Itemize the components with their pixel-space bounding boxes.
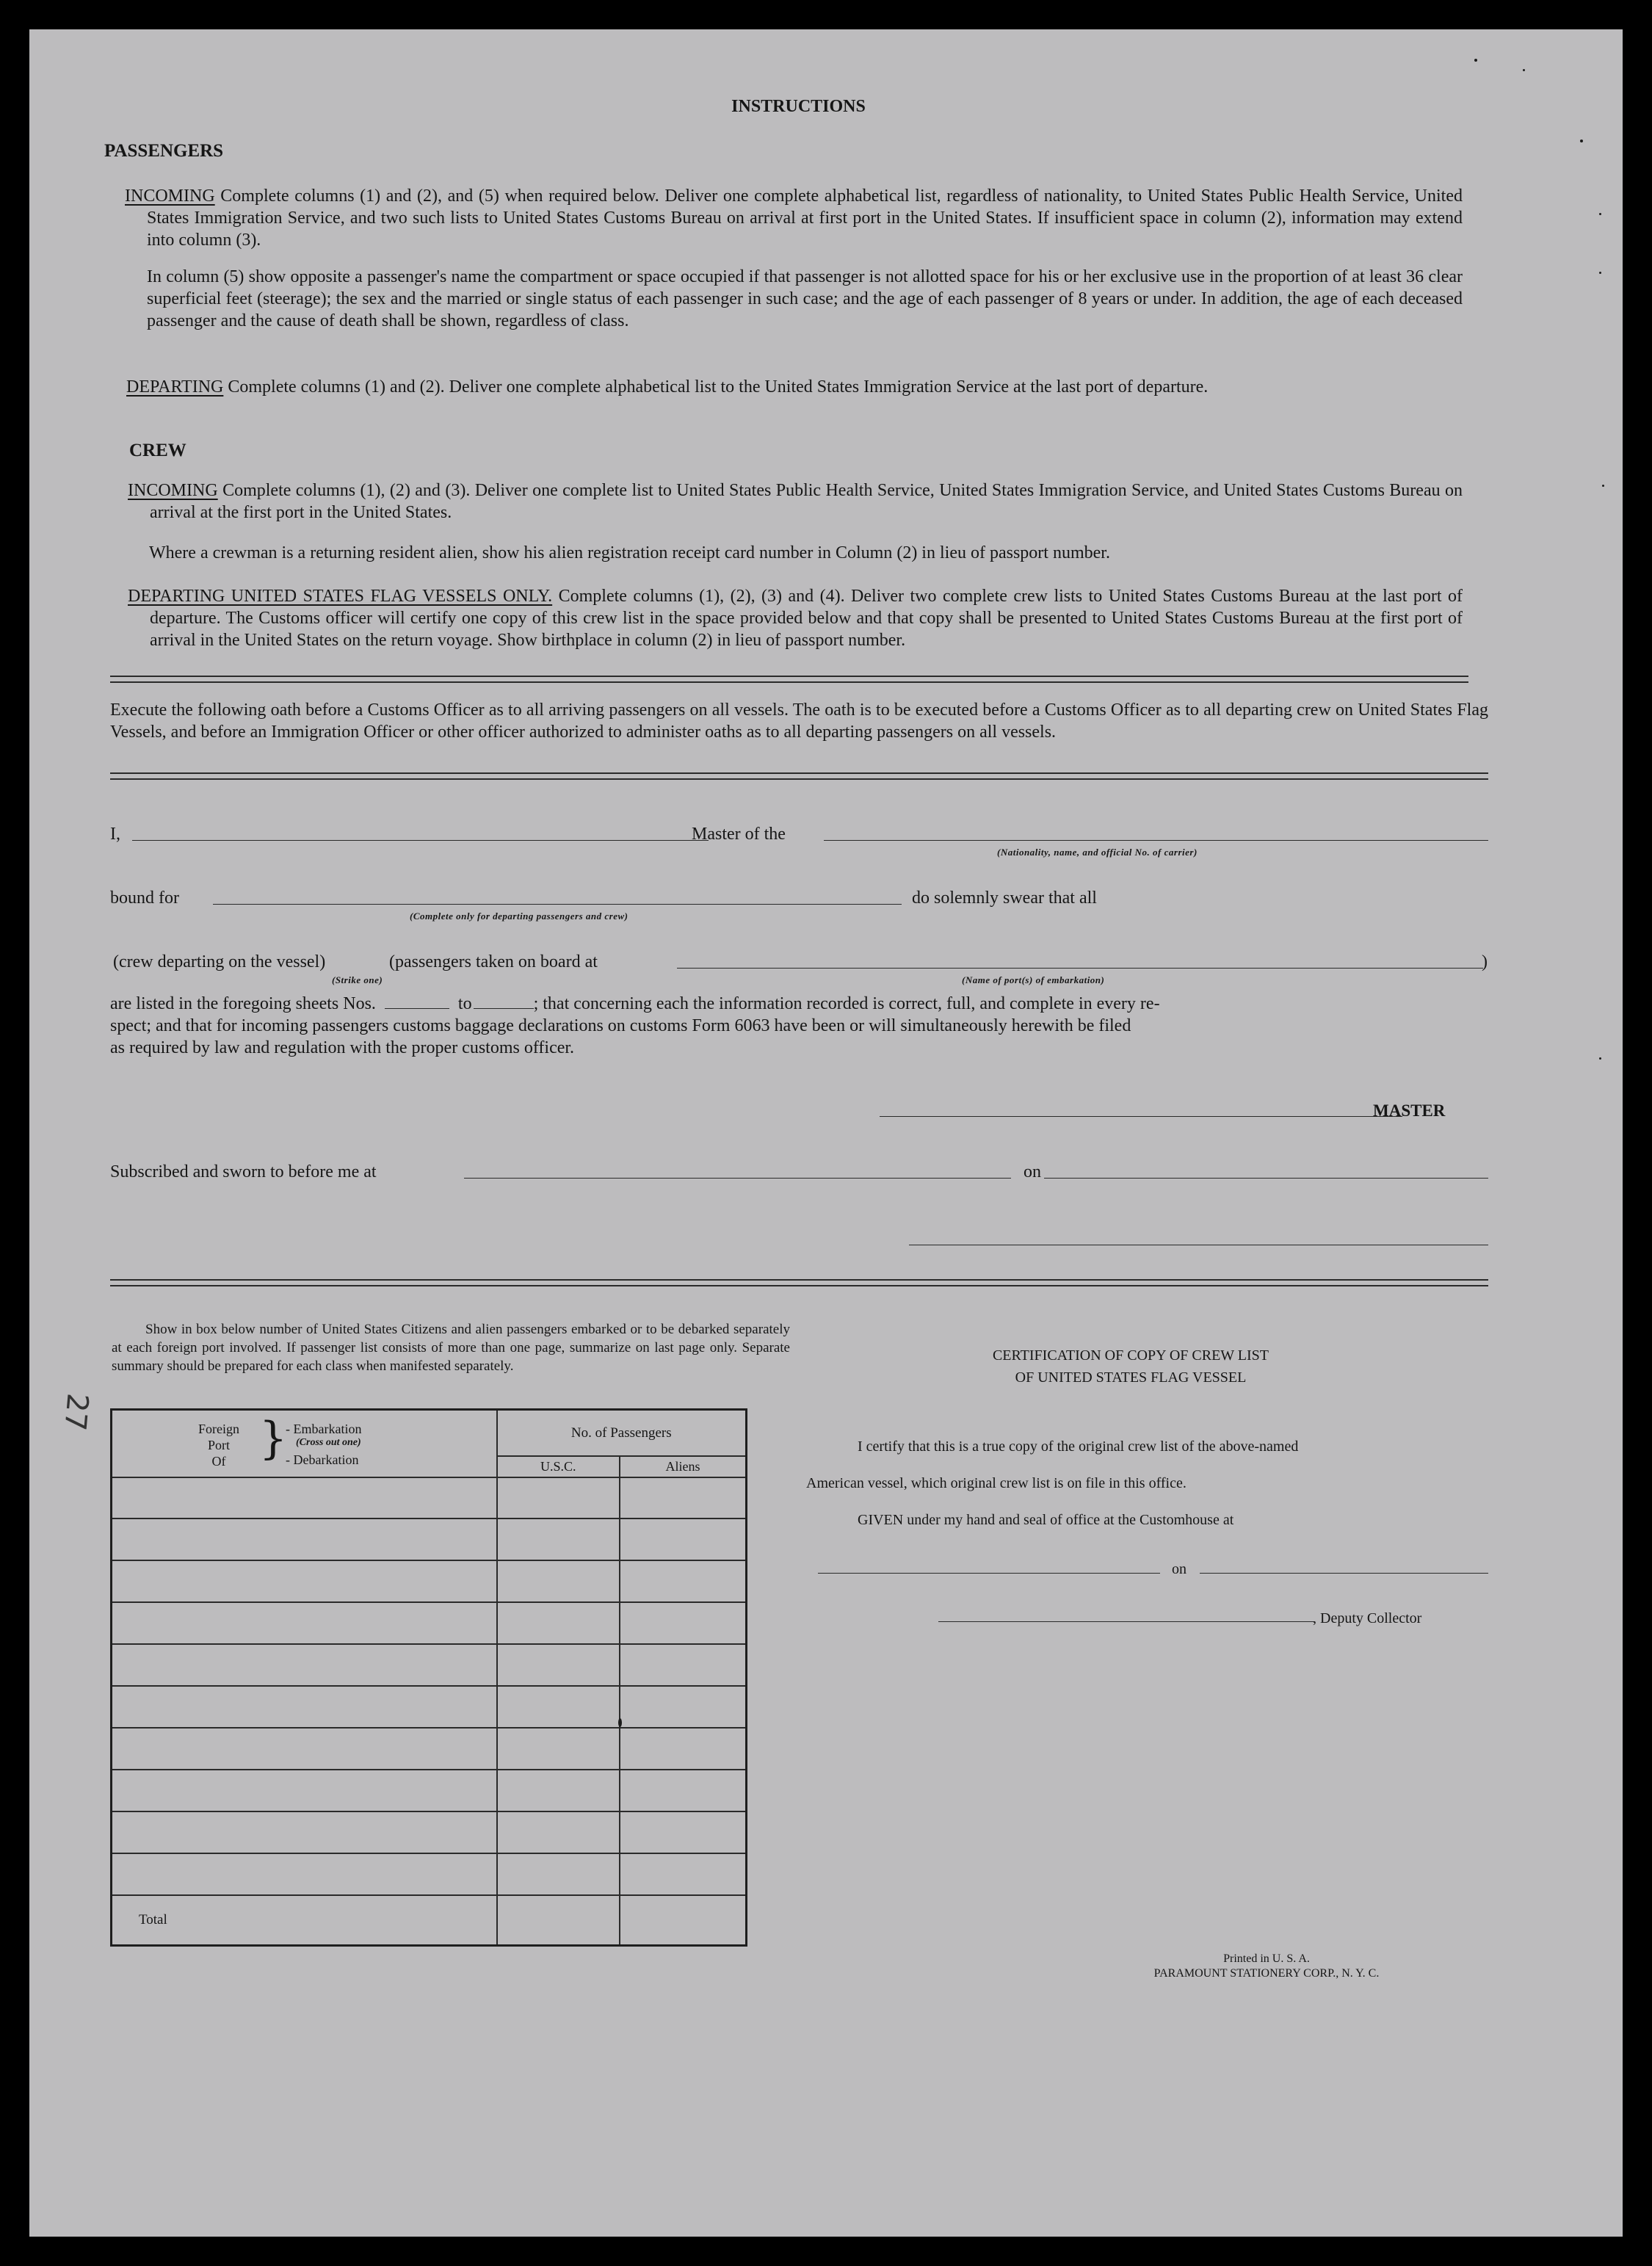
passengers-departing-text: Complete columns (1) and (2). Deliver one complete alphabetical list to the United States Immigration Service at the last port of departure. bbox=[228, 377, 1209, 397]
subscribed-label: Subscribed and sworn to before me at bbox=[110, 1162, 377, 1181]
carrier-field[interactable] bbox=[824, 840, 1488, 841]
usc-cell[interactable] bbox=[497, 1770, 620, 1811]
passengers-heading: PASSENGERS bbox=[104, 141, 224, 161]
bound-for-field[interactable] bbox=[213, 904, 902, 905]
listed-text-b: ; that concerning each the information recorded is correct, full, and complete in every re- bbox=[533, 994, 1160, 1013]
divider bbox=[110, 772, 1488, 780]
scan-speck bbox=[1602, 485, 1604, 487]
aliens-cell[interactable] bbox=[620, 1728, 746, 1770]
aliens-header: Aliens bbox=[620, 1456, 746, 1477]
port-cell[interactable] bbox=[112, 1811, 497, 1853]
listed-line-3: as required by law and regulation with the proper customs officer. bbox=[110, 1038, 575, 1057]
master-of-the-label: Master of the bbox=[692, 825, 786, 844]
summary-instruction: Show in box below number of United States Citizens and alien passengers embarked or to be debarked separately at each foreign port involved. If passenger list consists of more than one page, summarize on last page only. Separate summary should be prepared for each class when manifested separately. bbox=[112, 1322, 790, 1374]
sheet-to-field[interactable] bbox=[474, 995, 534, 1009]
embarkation-label: - Embarkation bbox=[286, 1422, 362, 1436]
port-cell[interactable] bbox=[112, 1770, 497, 1811]
embarkation-port-field[interactable] bbox=[677, 968, 1483, 969]
instructions-title: INSTRUCTIONS bbox=[731, 97, 866, 116]
oath-i-label: I, bbox=[110, 825, 120, 844]
carrier-caption: (Nationality, name, and official No. of carrier) bbox=[997, 847, 1198, 858]
usc-cell[interactable] bbox=[497, 1602, 620, 1644]
crew-incoming-label: INCOMING bbox=[128, 481, 218, 500]
sheet-from-field[interactable] bbox=[385, 995, 449, 1009]
master-name-field[interactable] bbox=[132, 840, 709, 841]
swear-text: do solemnly swear that all bbox=[912, 888, 1097, 908]
crew-incoming-text: Complete columns (1), (2) and (3). Deliver one complete list to United States Public Health Service, United States Immigration Service, and United States Customs Bureau on arrival at the first port in the United States. bbox=[150, 481, 1463, 522]
certification-on-label: on bbox=[1172, 1561, 1187, 1577]
bound-for-caption: (Complete only for departing passengers and crew) bbox=[410, 911, 628, 922]
total-label: Total bbox=[112, 1895, 497, 1945]
handwritten-margin-number: 27 bbox=[57, 1391, 95, 1433]
divider bbox=[110, 1279, 1488, 1286]
passengers-column5-paragraph: In column (5) show opposite a passenger's name the compartment or space occupied if that passenger is not allotted space for his or her exclusive use in the proportion of at least 36 clear superficial feet (steerage); the sex and the married or single status of each passenger in such case; and the age of each passenger of 8 years or under. In addition, the age of each deceased passenger and the cause of death shall be shown, regardless of class. bbox=[147, 267, 1463, 330]
port-cell[interactable] bbox=[112, 1686, 497, 1728]
usc-cell[interactable] bbox=[497, 1811, 620, 1853]
crew-heading: CREW bbox=[129, 441, 186, 460]
scan-speck bbox=[1599, 1057, 1601, 1060]
certification-title-1: CERTIFICATION OF COPY OF CREW LIST bbox=[992, 1347, 1269, 1364]
listed-line-2: spect; and that for incoming passengers customs baggage declarations on customs Form 6063 have been or will simultaneously herewith be filed bbox=[110, 1016, 1131, 1035]
usc-header: U.S.C. bbox=[497, 1456, 620, 1477]
usc-total-cell[interactable] bbox=[497, 1895, 620, 1945]
scan-speck bbox=[1474, 59, 1477, 62]
deputy-collector-label: , Deputy Collector bbox=[1313, 1610, 1422, 1626]
foreign-label: Foreign bbox=[198, 1422, 239, 1436]
sworn-on-label: on bbox=[1024, 1162, 1041, 1181]
aliens-cell[interactable] bbox=[620, 1560, 746, 1602]
bound-for-label: bound for bbox=[110, 888, 179, 908]
aliens-cell[interactable] bbox=[620, 1686, 746, 1728]
printer-imprint bbox=[1131, 1952, 1402, 1981]
master-label: MASTER bbox=[1373, 1101, 1446, 1120]
aliens-cell[interactable] bbox=[620, 1770, 746, 1811]
master-signature-field[interactable] bbox=[880, 1116, 1402, 1117]
cross-out-label: (Cross out one) bbox=[296, 1437, 361, 1448]
printed-in-usa: Printed in U. S. A. bbox=[1223, 1952, 1310, 1965]
scan-speck bbox=[1599, 213, 1601, 215]
printer-name: PARAMOUNT STATIONERY CORP., N. Y. C. bbox=[1153, 1967, 1380, 1980]
port-cell[interactable] bbox=[112, 1728, 497, 1770]
usc-cell[interactable] bbox=[497, 1477, 620, 1518]
aliens-cell[interactable] bbox=[620, 1602, 746, 1644]
aliens-cell[interactable] bbox=[620, 1477, 746, 1518]
certification-date-field[interactable] bbox=[1200, 1573, 1488, 1574]
divider bbox=[110, 676, 1468, 683]
crew-incoming-paragraph bbox=[128, 479, 1463, 524]
scan-speck bbox=[1523, 69, 1525, 71]
strike-caption: (Strike one) bbox=[332, 974, 383, 985]
passengers-incoming-text: Complete columns (1) and (2), and (5) when required below. Deliver one complete alphabetical list, regardless of nationality, to United States Public Health Service, United States Immigration Service, and two such lists to United States Customs Bureau on arrival at first port in the United States. If insufficient space in column (2), information may extend into column (3). bbox=[147, 187, 1463, 250]
certification-text-3: GIVEN under my hand and seal of office at the Customhouse at bbox=[858, 1512, 1234, 1528]
listed-text-a: are listed in the foregoing sheets Nos. bbox=[110, 994, 376, 1013]
usc-cell[interactable] bbox=[497, 1686, 620, 1728]
aliens-total-cell[interactable] bbox=[620, 1895, 746, 1945]
certification-text-2: American vessel, which original crew list is on file in this office. bbox=[806, 1475, 1187, 1491]
port-cell[interactable] bbox=[112, 1560, 497, 1602]
sworn-date-field[interactable] bbox=[1044, 1178, 1488, 1179]
passengers-incoming-paragraph bbox=[125, 185, 1463, 251]
aliens-cell[interactable] bbox=[620, 1518, 746, 1560]
port-header-cell bbox=[112, 1410, 497, 1478]
aliens-cell[interactable] bbox=[620, 1853, 746, 1895]
port-cell[interactable] bbox=[112, 1644, 497, 1686]
of-label: Of bbox=[211, 1454, 226, 1469]
passengers-incoming-label: INCOMING bbox=[125, 187, 215, 206]
crew-departing-text: Complete columns (1), (2), (3) and (4). Deliver two complete crew lists to United States Customs Bureau at the last port of departure. The Customs officer will certify one copy of this crew list in the space provided below and that copy shall be presented to United States Customs Bureau at the first port of arrival in the United States on the return voyage. Show birthplace in column (2) in lieu of passport number. bbox=[150, 587, 1463, 650]
port-caption: (Name of port(s) of embarkation) bbox=[962, 974, 1105, 985]
certification-text-1: I certify that this is a true copy of the original crew list of the above-named bbox=[858, 1438, 1299, 1455]
form-page bbox=[29, 29, 1623, 2237]
foreign-port-of-label bbox=[186, 1421, 252, 1469]
usc-cell[interactable] bbox=[497, 1518, 620, 1560]
sworn-location-field[interactable] bbox=[464, 1178, 1011, 1179]
listed-to-label: to bbox=[457, 994, 472, 1013]
usc-cell[interactable] bbox=[497, 1560, 620, 1602]
aliens-cell[interactable] bbox=[620, 1811, 746, 1853]
aliens-cell[interactable] bbox=[620, 1644, 746, 1686]
scan-speck bbox=[618, 1718, 622, 1727]
scan-speck bbox=[1599, 272, 1601, 274]
passengers-departing-label: DEPARTING bbox=[126, 377, 224, 397]
scan-speck bbox=[1580, 140, 1583, 142]
port-cell[interactable] bbox=[112, 1477, 497, 1518]
usc-cell[interactable] bbox=[497, 1853, 620, 1895]
passengers-taken-option: (passengers taken on board at bbox=[389, 952, 598, 971]
debarkation-label: - Debarkation bbox=[286, 1452, 359, 1467]
passengers-departing-paragraph bbox=[126, 376, 1463, 398]
oath-instruction: Execute the following oath before a Customs Officer as to all arriving passengers on all vessels. The oath is to be executed before a Customs Officer as to all departing crew on United States Flag Vessels, and before an Immigration Officer or other officer authorized to administer oaths as to all departing passengers on all vessels. bbox=[110, 701, 1488, 742]
port-label: Port bbox=[207, 1438, 230, 1452]
usc-cell[interactable] bbox=[497, 1644, 620, 1686]
crew-departing-option: (crew departing on the vessel) bbox=[113, 952, 326, 971]
port-cell[interactable] bbox=[112, 1518, 497, 1560]
crew-departing-paragraph bbox=[128, 585, 1463, 651]
deputy-collector-signature[interactable] bbox=[938, 1621, 1314, 1622]
no-of-passengers-header: No. of Passengers bbox=[497, 1410, 747, 1457]
passenger-summary-table bbox=[110, 1408, 747, 1947]
port-cell[interactable] bbox=[112, 1853, 497, 1895]
usc-cell[interactable] bbox=[497, 1728, 620, 1770]
close-paren: ) bbox=[1482, 952, 1488, 971]
listed-line-1 bbox=[110, 993, 1490, 1015]
brace-glyph: } bbox=[259, 1413, 288, 1464]
crew-departing-label: DEPARTING UNITED STATES FLAG VESSELS ONLY. bbox=[128, 587, 553, 606]
port-cell[interactable] bbox=[112, 1602, 497, 1644]
certification-title-2: OF UNITED STATES FLAG VESSEL bbox=[1015, 1369, 1247, 1386]
customhouse-field[interactable] bbox=[818, 1573, 1160, 1574]
crew-resident-paragraph: Where a crewman is a returning resident alien, show his alien registration receipt card number in Column (2) in lieu of passport number. bbox=[149, 543, 1110, 562]
